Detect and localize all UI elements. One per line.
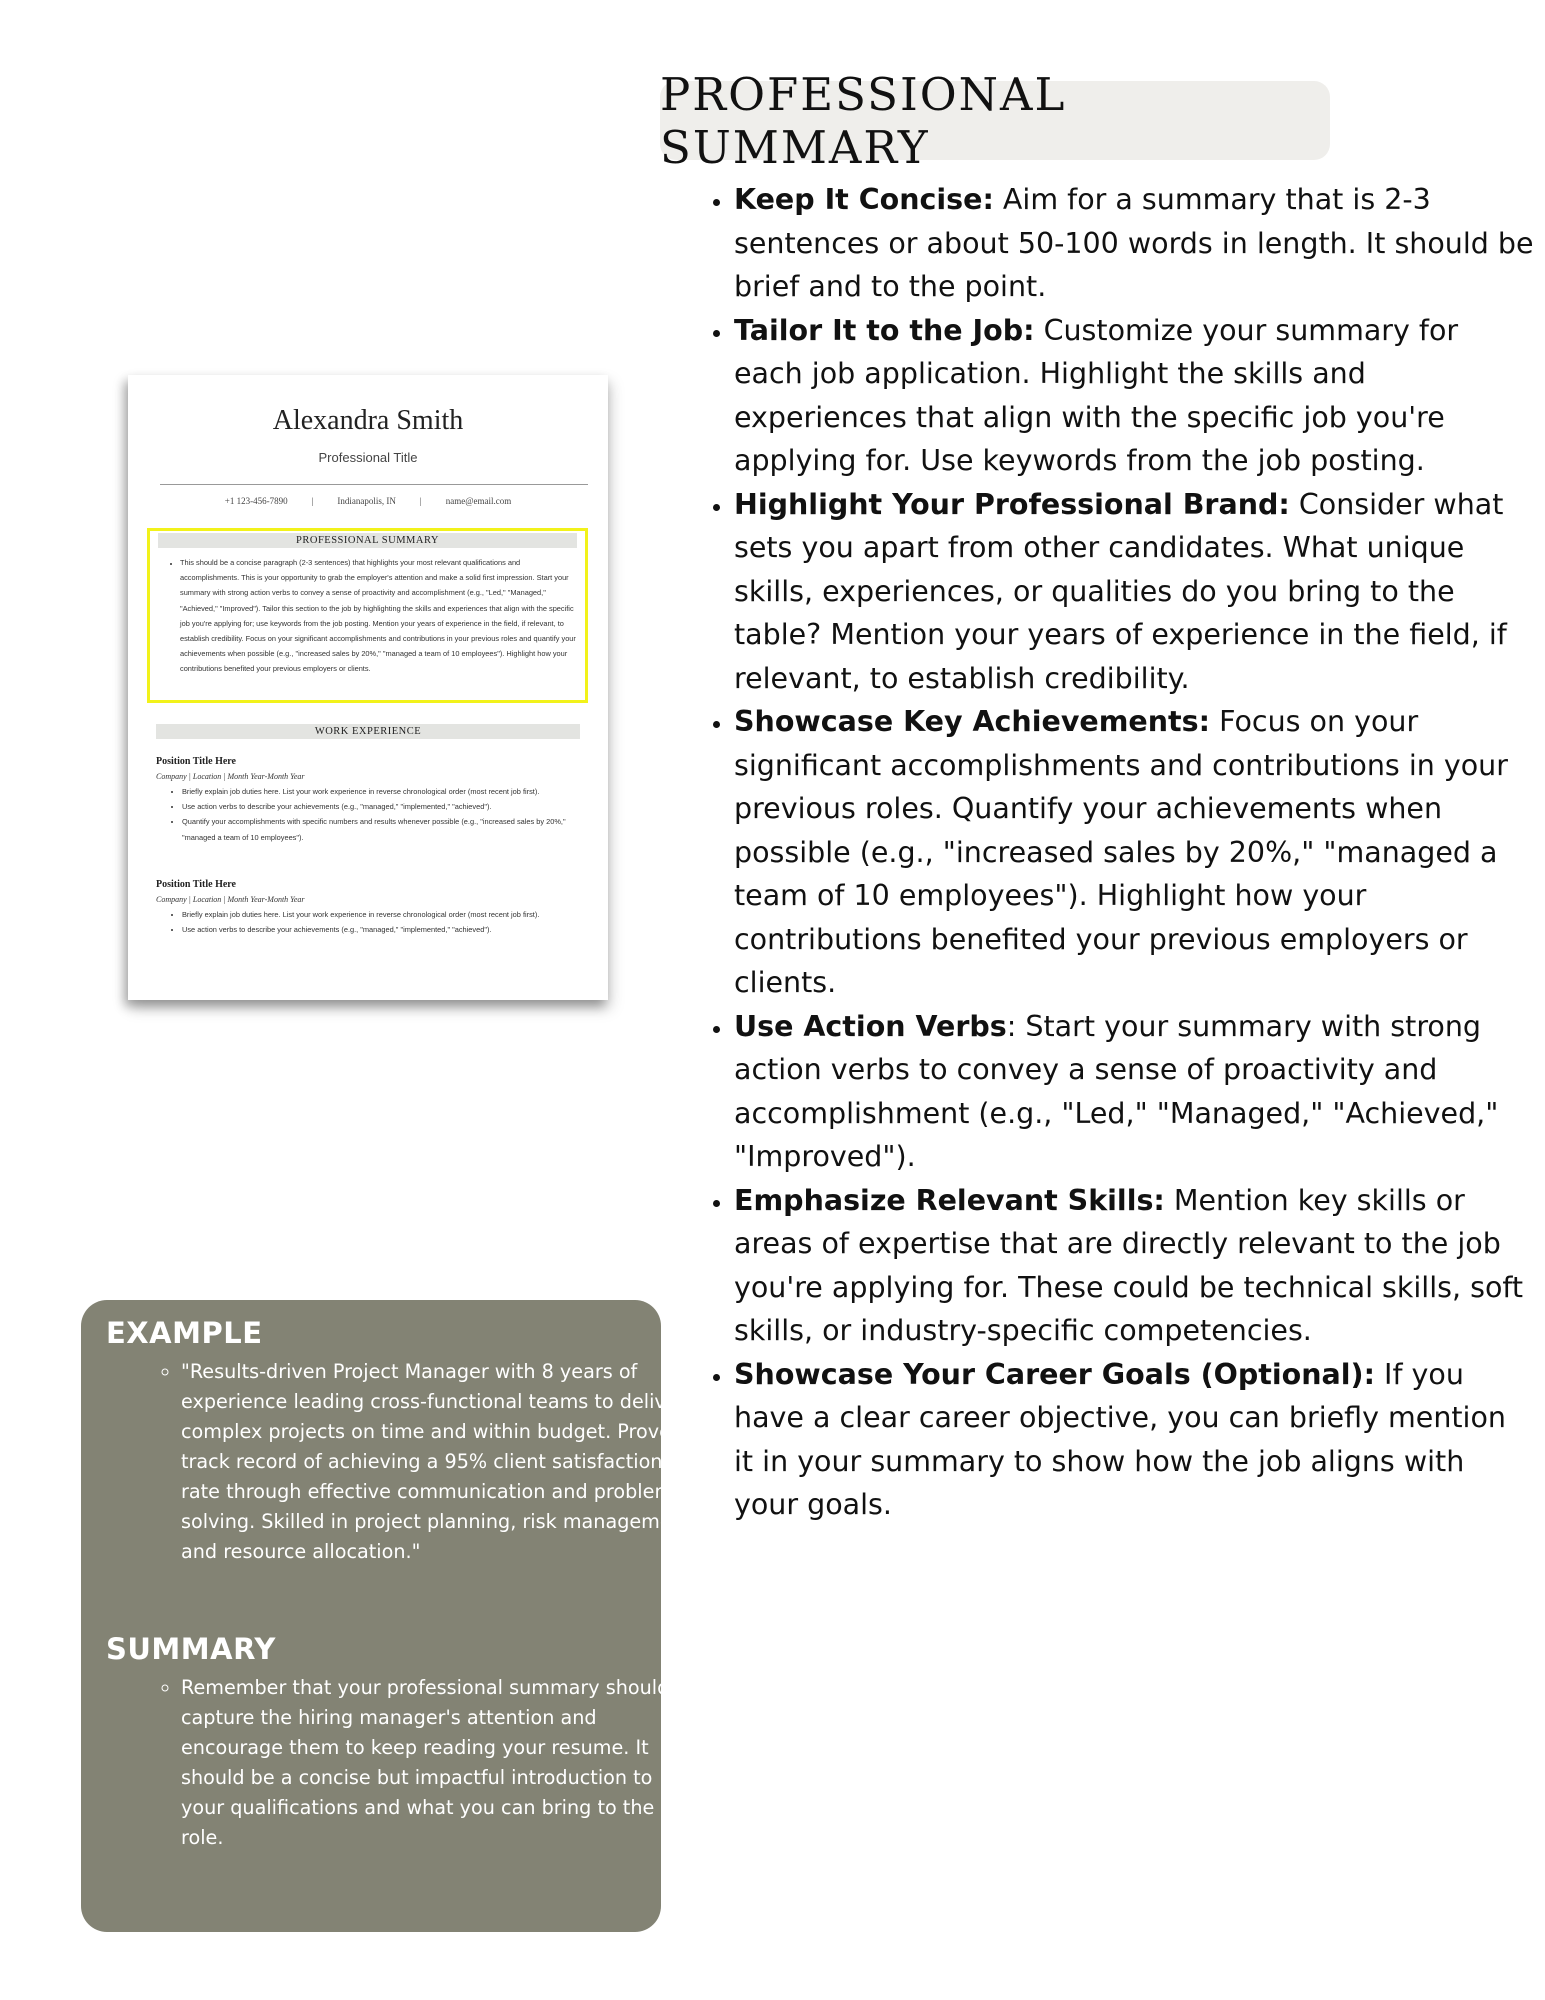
tip-label: Showcase Your Career Goals (Optional): — [734, 1357, 1375, 1391]
tip-text: Customize your summary for each job application. Highlight the skills and experiences that align with the specific job you're applying for. Use keywords from the job posting. — [734, 313, 1459, 477]
resume-divider — [160, 484, 588, 485]
summary-list — [137, 1673, 701, 1853]
tip-label: Keep It Concise: — [734, 183, 994, 216]
page-title: PROFESSIONAL SUMMARY — [660, 67, 1067, 174]
job-bullet: • Use action verbs to describe your achievements (e.g., "managed," "implemented," "achieved"). — [182, 922, 590, 937]
tip-text: If you have a clear career objective, you can briefly mention it in your summary to show how the job aligns with your goals. — [734, 1357, 1506, 1521]
example-summary-box — [81, 1300, 698, 1932]
contact-separator: | — [311, 496, 314, 506]
page-title-banner — [660, 67, 1330, 174]
job-bullets — [170, 907, 590, 937]
tip-label: Highlight Your Professional Brand: — [734, 487, 1290, 521]
resume-professional-title: Professional Title — [318, 450, 418, 465]
example-heading: EXAMPLE — [106, 1316, 263, 1350]
tip-item — [734, 1005, 1534, 1179]
resume-contact-line — [128, 496, 608, 506]
tip-label: Showcase Key Achievements: — [734, 705, 1211, 738]
tip-text: Consider what sets you apart from other candidates. What unique skills, experiences, or qualities do you bring to the table? Mention your years of experience in the field, if relevant, to establish credibility. — [734, 487, 1507, 695]
tip-label: Emphasize Relevant Skills: — [734, 1183, 1165, 1217]
tip-item — [734, 483, 1534, 701]
tip-label: Use Action Verbs — [734, 1009, 1007, 1043]
resume-preview — [128, 375, 608, 1000]
job-position: Position Title Here — [156, 879, 236, 890]
resume-summary-body — [166, 555, 581, 677]
resume-location: Indianapolis, IN — [337, 496, 396, 506]
job-company-line: Company | Location | Month Year-Month Year — [156, 895, 305, 904]
tips-list — [690, 178, 1534, 1527]
job-company-line: Company | Location | Month Year-Month Year — [156, 772, 305, 781]
summary-text: ◦ Remember that your professional summary should capture the hiring manager's attention and encourage them to keep reading your resume. It should be a concise but impactful introduction to your qualifications and what you can bring to the role. — [181, 1673, 701, 1853]
tip-text: Aim for a summary that is 2-3 sentences or about 50-100 words in length. It should be brief and to the point. — [734, 183, 1534, 303]
job-bullets — [170, 784, 590, 845]
resume-summary-text: • This should be a concise paragraph (2-3 sentences) that highlights your most relevant qualifications and accomplishments. This is your opportunity to grab the employer's attention and make a solid first impression. Start your summary with strong action verbs to convey a sense of proactivity and accomplishment (e.g., "Led," "Managed," "Achieved," "Improved"). Tailor this section to the job by highlighting the skills and experiences that align with the specific job you're applying for; use keywords from the job posting. Mention your years of experience in the field, if relevant, to establish credibility. Focus on your significant accomplishments and contributions in your previous roles and quantify your achievements when possible (e.g., "increased sales by 20%," "managed a team of 10 employees"). Highlight how your contributions benefited your previous employers or clients. — [180, 555, 581, 677]
resume-experience-heading: WORK EXPERIENCE — [156, 724, 580, 739]
resume-name: Alexandra Smith — [272, 405, 464, 436]
job-bullet: • Briefly explain job duties here. List your work experience in reverse chronological order (most recent job first). — [182, 907, 590, 922]
tip-text: : Start your summary with strong action verbs to convey a sense of proactivity and accomplishment (e.g., "Led," "Managed," "Achieved," "Improved"). — [734, 1009, 1499, 1173]
job-bullet: • Use action verbs to describe your achievements (e.g., "managed," "implemented," "achieved"). — [182, 799, 590, 814]
job-bullet: • Briefly explain job duties here. List your work experience in reverse chronological order (most recent job first). — [182, 784, 590, 799]
tip-item — [734, 700, 1534, 1005]
tip-text: Mention key skills or areas of expertise that are directly relevant to the job you're applying for. These could be technical skills, soft skills, or industry-specific competencies. — [734, 1183, 1524, 1347]
example-text: ◦ "Results-driven Project Manager with 8 years of experience leading cross-functional teams to deliver complex projects on time and within budget. Proven track record of achieving a 95% client satisfaction rate through effective communication and problem-solving. Skilled in project planning, risk management, and resource allocation." — [181, 1357, 701, 1567]
resume-email: name@email.com — [445, 496, 512, 506]
summary-heading: SUMMARY — [106, 1632, 276, 1666]
tip-item — [734, 178, 1534, 309]
tip-item — [734, 1353, 1534, 1527]
contact-separator: | — [419, 496, 422, 506]
tip-text: Focus on your significant accomplishments and contributions in your previous roles. Quantify your achievements when possible (e.g., "increased sales by 20%," "managed a team of 10 employees"). Highlight how your contributions benefited your previous employers or clients. — [734, 705, 1508, 999]
example-list — [137, 1357, 701, 1567]
tip-item — [734, 1179, 1534, 1353]
resume-phone: +1 123-456-7890 — [224, 496, 288, 506]
job-position: Position Title Here — [156, 756, 236, 767]
tip-label: Tailor It to the Job: — [734, 313, 1035, 347]
job-bullet: • Quantify your accomplishments with specific numbers and results whenever possible (e.g., "increased sales by 20%," "managed a team of 10 employees"). — [182, 814, 590, 844]
tip-item — [734, 309, 1534, 483]
resume-summary-heading: PROFESSIONAL SUMMARY — [158, 533, 577, 548]
